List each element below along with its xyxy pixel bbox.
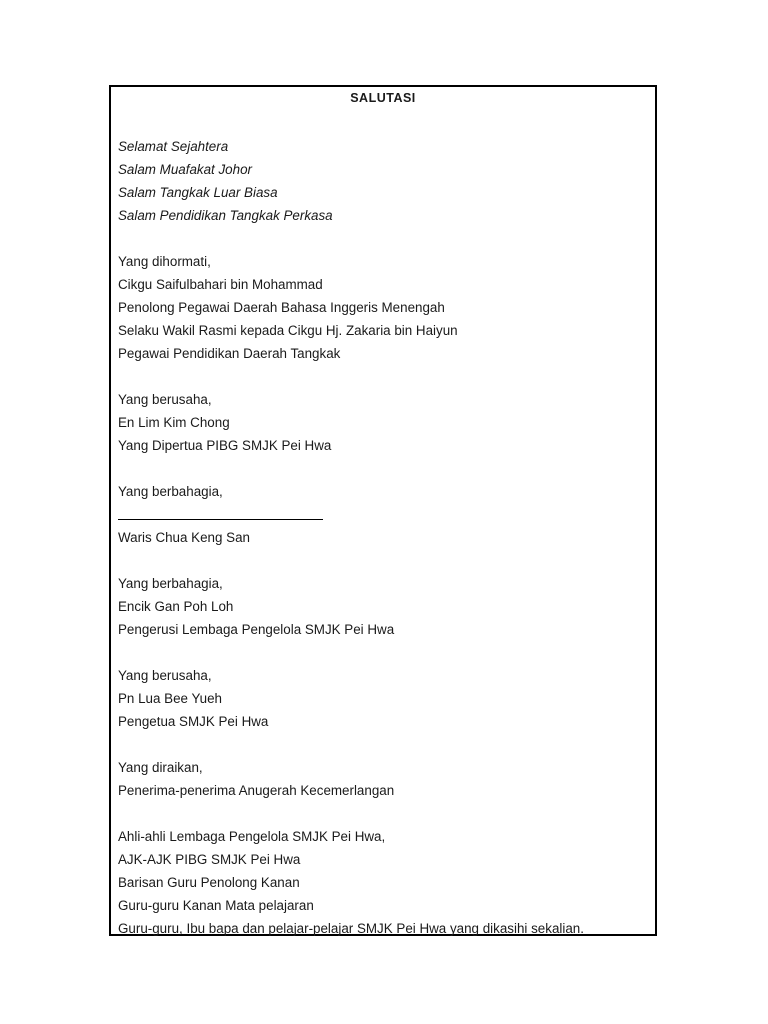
guest-name: Encik Gan Poh Loh <box>118 599 234 614</box>
guest-group: Guru-guru Kanan Mata pelajaran <box>118 898 314 913</box>
blank-name-line <box>118 519 323 520</box>
guest-group: AJK-AJK PIBG SMJK Pei Hwa <box>118 852 301 867</box>
guest-group: Ahli-ahli Lembaga Pengelola SMJK Pei Hwa, <box>118 829 386 844</box>
greeting-line: Selamat Sejahtera <box>118 139 229 154</box>
guest-title: Penolong Pegawai Daerah Bahasa Inggeris Menengah <box>118 300 445 315</box>
guest-group: Guru-guru, Ibu bapa dan pelajar-pelajar SMJK Pei Hwa yang dikasihi sekalian. <box>118 921 584 936</box>
guest-group: Barisan Guru Penolong Kanan <box>118 875 300 890</box>
salutation-line: Yang berbahagia, <box>118 576 223 591</box>
guest-name: Waris Chua Keng San <box>118 530 250 545</box>
salutation-box <box>109 85 657 936</box>
guest-name: Cikgu Saifulbahari bin Mohammad <box>118 277 323 292</box>
guest-name: En Lim Kim Chong <box>118 415 230 430</box>
salutation-line: Yang berusaha, <box>118 392 212 407</box>
guest-title: Pegawai Pendidikan Daerah Tangkak <box>118 346 341 361</box>
document-title: SALUTASI <box>350 91 416 105</box>
guest-title: Yang Dipertua PIBG SMJK Pei Hwa <box>118 438 332 453</box>
salutation-line: Yang berusaha, <box>118 668 212 683</box>
greeting-line: Salam Tangkak Luar Biasa <box>118 185 278 200</box>
salutation-line: Yang diraikan, <box>118 760 203 775</box>
salutation-line: Yang berbahagia, <box>118 484 223 499</box>
salutation-line: Yang dihormati, <box>118 254 211 269</box>
guest-name: Pn Lua Bee Yueh <box>118 691 222 706</box>
guest-title: Pengerusi Lembaga Pengelola SMJK Pei Hwa <box>118 622 395 637</box>
greeting-line: Salam Pendidikan Tangkak Perkasa <box>118 208 333 223</box>
guest-group: Penerima-penerima Anugerah Kecemerlangan <box>118 783 395 798</box>
guest-title: Selaku Wakil Rasmi kepada Cikgu Hj. Zakaria bin Haiyun <box>118 323 458 338</box>
greeting-line: Salam Muafakat Johor <box>118 162 252 177</box>
guest-title: Pengetua SMJK Pei Hwa <box>118 714 269 729</box>
